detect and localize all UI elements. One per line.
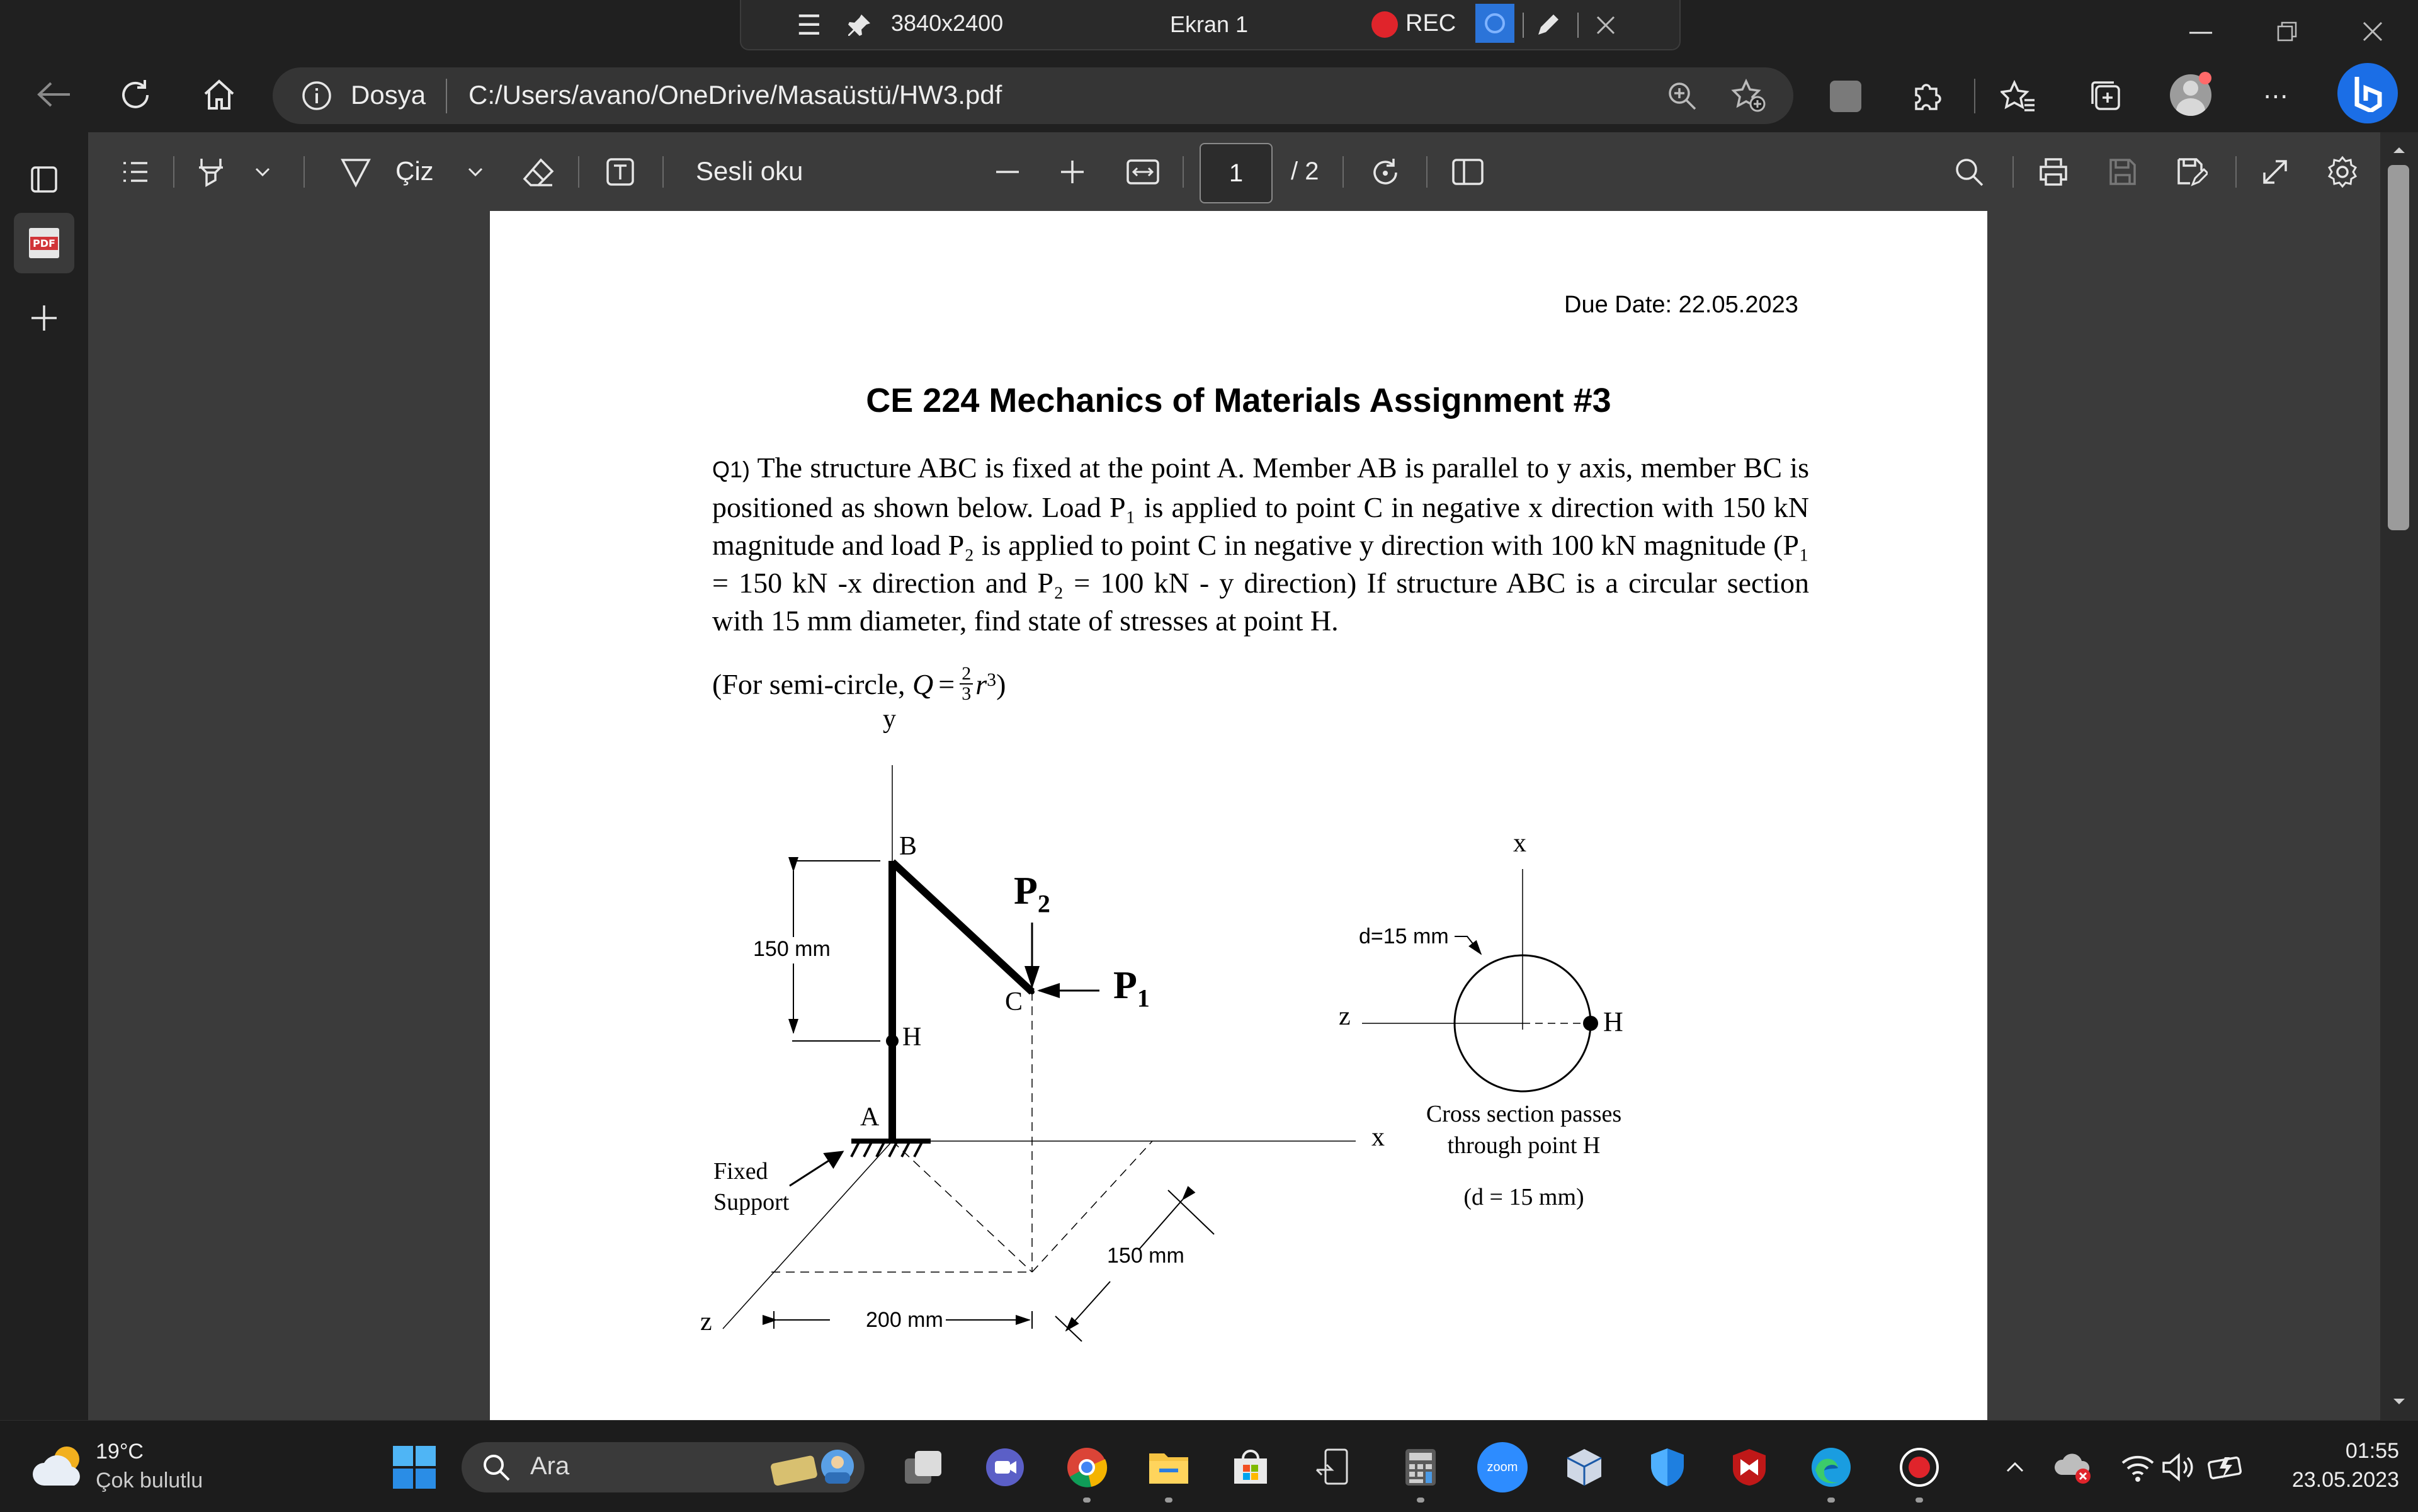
- cs-caption-line-2: through point H: [1447, 1132, 1601, 1159]
- clock-date[interactable]: 23.05.2023: [2291, 1468, 2399, 1492]
- extension-app-icon[interactable]: [1824, 74, 1868, 118]
- favorites-icon[interactable]: [1996, 74, 2040, 118]
- home-icon[interactable]: [194, 72, 244, 117]
- windows-start-icon[interactable]: [389, 1442, 440, 1492]
- label-p2: [1014, 869, 1050, 918]
- scroll-down-arrow-icon[interactable]: [2387, 1389, 2412, 1414]
- file-explorer-icon[interactable]: [1145, 1443, 1193, 1491]
- virtualbox-icon[interactable]: [1560, 1443, 1608, 1491]
- weather-cloudy-icon[interactable]: [29, 1437, 92, 1494]
- save-icon[interactable]: [2101, 151, 2145, 193]
- info-icon[interactable]: [299, 78, 334, 113]
- print-icon[interactable]: [2031, 151, 2075, 193]
- pen-icon[interactable]: [1529, 6, 1567, 44]
- save-as-icon[interactable]: [2170, 151, 2214, 193]
- zoom-app-icon[interactable]: [1477, 1442, 1528, 1492]
- menu-icon[interactable]: ☰: [797, 9, 822, 42]
- new-tab-icon[interactable]: [19, 296, 69, 340]
- question-1-label: Q1): [712, 457, 751, 482]
- tab-actions-icon[interactable]: [19, 157, 69, 202]
- recording-screen-name[interactable]: Ekran 1: [1170, 11, 1249, 37]
- task-view-icon[interactable]: [899, 1443, 947, 1491]
- mcafee-icon[interactable]: [1725, 1443, 1773, 1491]
- label-cs-axis-z: z: [1339, 1002, 1351, 1031]
- collections-icon[interactable]: [2084, 74, 2128, 118]
- screen-recorder-running-indicator: [1916, 1498, 1923, 1503]
- search-highlight-icon: [767, 1441, 861, 1491]
- teams-chat-icon[interactable]: [981, 1443, 1029, 1491]
- hint-suffix: ): [996, 668, 1006, 700]
- zoom-in-icon[interactable]: [1660, 76, 1704, 116]
- more-options-icon[interactable]: ⋯: [2263, 82, 2290, 111]
- draw-dropdown-chevron-icon[interactable]: [460, 156, 491, 188]
- pdf-tab-label: PDF: [30, 237, 58, 250]
- hint-eq: =: [938, 668, 955, 700]
- label-axis-z: z: [700, 1307, 712, 1336]
- wifi-icon[interactable]: [2116, 1445, 2160, 1489]
- cs-caption-line-3: (d = 15 mm): [1463, 1184, 1584, 1210]
- label-point-c: C: [1005, 987, 1023, 1016]
- close-window-icon[interactable]: [2347, 13, 2398, 50]
- zoom-app-label: zoom: [1487, 1460, 1518, 1474]
- calculator-icon[interactable]: [1397, 1443, 1445, 1491]
- refresh-icon[interactable]: [110, 72, 161, 117]
- hint-fraction-numerator: 2: [960, 664, 973, 685]
- windows-security-icon[interactable]: [1643, 1443, 1691, 1491]
- label-cs-axis-x: x: [1513, 829, 1526, 858]
- label-cs-point-h: H: [1603, 1006, 1623, 1037]
- pin-icon[interactable]: [841, 6, 878, 44]
- label-dim-200: 200 mm: [863, 1308, 946, 1333]
- site-info-label[interactable]: Dosya: [351, 80, 426, 110]
- add-favorite-icon[interactable]: [1727, 76, 1771, 116]
- camera-icon[interactable]: [1475, 4, 1514, 43]
- label-cs-diameter: d=15 mm: [1359, 924, 1449, 948]
- hint-exponent: 3: [987, 669, 997, 690]
- hint-prefix: (For semi-circle,: [712, 668, 913, 700]
- clock-time[interactable]: 01:55: [2345, 1439, 2399, 1463]
- label-p2-sub: 2: [1037, 889, 1050, 918]
- show-hidden-icons-chevron-icon[interactable]: [1996, 1448, 2034, 1486]
- rotate-icon[interactable]: [1363, 151, 1407, 193]
- fixed-support-pointer: [790, 1152, 843, 1186]
- assignment-title: CE 224 Mechanics of Materials Assignment #3: [866, 382, 1611, 419]
- url-text[interactable]: C:/Users/avano/OneDrive/Masaüstü/HW3.pdf: [468, 80, 1002, 110]
- full-screen-icon[interactable]: [2253, 151, 2297, 193]
- draw-label[interactable]: Çiz: [395, 156, 434, 186]
- label-dim-150-vertical: 150 mm: [753, 937, 831, 961]
- page-number-value: 1: [1229, 159, 1244, 187]
- weather-temperature[interactable]: 19°C: [96, 1440, 144, 1464]
- point-c-marker: [1030, 989, 1035, 994]
- edge-running-indicator: [1827, 1498, 1835, 1503]
- settings-gear-icon[interactable]: [2320, 151, 2364, 193]
- hint-r: r: [975, 668, 987, 700]
- pdf-file-icon: [29, 228, 59, 258]
- bing-copilot-icon[interactable]: [2337, 63, 2398, 123]
- label-p1: [1113, 963, 1150, 1013]
- label-axis-x: x: [1371, 1123, 1385, 1152]
- calculator-running-indicator: [1417, 1498, 1424, 1503]
- highlight-dropdown-chevron-icon[interactable]: [247, 156, 278, 188]
- battery-charging-icon[interactable]: [2201, 1445, 2251, 1489]
- search-icon: [479, 1450, 514, 1485]
- weather-description[interactable]: Çok bulutlu: [96, 1469, 203, 1492]
- fixed-support-hatching: [851, 1141, 931, 1157]
- extensions-puzzle-icon[interactable]: [1905, 74, 1950, 118]
- read-aloud-button[interactable]: Sesli oku: [696, 156, 803, 186]
- edge-icon[interactable]: [1807, 1443, 1855, 1491]
- minimize-icon[interactable]: —: [2188, 17, 2213, 46]
- point-h-marker: [886, 1035, 899, 1047]
- restore-icon[interactable]: [2262, 13, 2312, 50]
- scroll-up-arrow-icon[interactable]: [2387, 137, 2412, 162]
- draw-icon[interactable]: [334, 151, 378, 193]
- chrome-running-indicator: [1083, 1498, 1091, 1503]
- back-arrow-icon[interactable]: [28, 72, 79, 117]
- microsoft-store-icon[interactable]: [1227, 1443, 1274, 1491]
- zoom-in-plus-icon[interactable]: [1050, 151, 1094, 193]
- recording-resolution: 3840x2400: [891, 10, 1004, 36]
- fit-to-width-icon[interactable]: [1121, 151, 1165, 193]
- page-number-input[interactable]: [1200, 143, 1273, 203]
- phone-link-icon[interactable]: [1308, 1443, 1356, 1491]
- chrome-icon[interactable]: [1063, 1443, 1111, 1491]
- label-fixed-support-2: Support: [713, 1189, 790, 1215]
- due-date: Due Date: 22.05.2023: [1564, 292, 1798, 318]
- record-dot-icon: [1371, 11, 1398, 38]
- volume-icon[interactable]: [2157, 1445, 2201, 1489]
- structure-figure: [490, 211, 1987, 1420]
- highlight-icon[interactable]: [189, 151, 233, 193]
- onedrive-error-icon[interactable]: [2052, 1445, 2096, 1489]
- cs-point-h-marker: [1583, 1016, 1598, 1031]
- dashed-construction-lines: [771, 992, 1152, 1272]
- screen-recorder-icon[interactable]: [1895, 1443, 1943, 1491]
- hint-fraction-denominator: 3: [962, 683, 972, 704]
- label-point-h: H: [902, 1023, 922, 1052]
- hint-q: Q: [912, 668, 934, 700]
- file-explorer-running-indicator: [1165, 1498, 1172, 1503]
- cs-diameter-leader: [1455, 936, 1481, 954]
- label-axis-y: y: [883, 705, 896, 734]
- label-point-b: B: [899, 832, 917, 861]
- eraser-icon[interactable]: [516, 151, 560, 193]
- label-fixed-support-1: Fixed: [713, 1158, 768, 1185]
- label-p2-main: P: [1014, 870, 1038, 912]
- zoom-out-icon[interactable]: [985, 151, 1030, 193]
- label-dim-150-diagonal: 150 mm: [1107, 1244, 1184, 1268]
- find-icon[interactable]: [1947, 151, 1991, 193]
- taskbar-search-label: Ara: [530, 1452, 570, 1480]
- cs-caption-line-1: Cross section passes: [1426, 1101, 1622, 1127]
- add-text-icon[interactable]: [598, 151, 642, 193]
- profile-notification-dot: [2199, 72, 2211, 84]
- label-p1-sub: 1: [1137, 984, 1150, 1013]
- page-total: / 2: [1291, 157, 1319, 185]
- member-bc: [892, 862, 1032, 992]
- scroll-thumb[interactable]: [2388, 165, 2409, 530]
- label-p1-main: P: [1113, 964, 1137, 1007]
- rec-label[interactable]: REC: [1405, 10, 1456, 37]
- table-of-contents-icon[interactable]: [113, 151, 157, 193]
- close-recording-icon[interactable]: [1584, 6, 1628, 44]
- question-1-text: The structure ABC is fixed at the point A. Member AB is parallel to y axis, member BC is positioned as shown below. Load P₁ is applied to point C in negative x direction with 150 kN magnitude and load P₂ is applied to point C in negative y direction with 100 kN magnitude (P₁ = 150 kN -x direction and P₂ = 100 kN - y direction) If structure ABC is a circular section with 15 mm diameter, find state of stresses at point H.: [712, 452, 1809, 637]
- label-point-a: A: [860, 1103, 880, 1132]
- page-view-icon[interactable]: [1446, 151, 1490, 193]
- pdf-page: [490, 211, 1987, 1420]
